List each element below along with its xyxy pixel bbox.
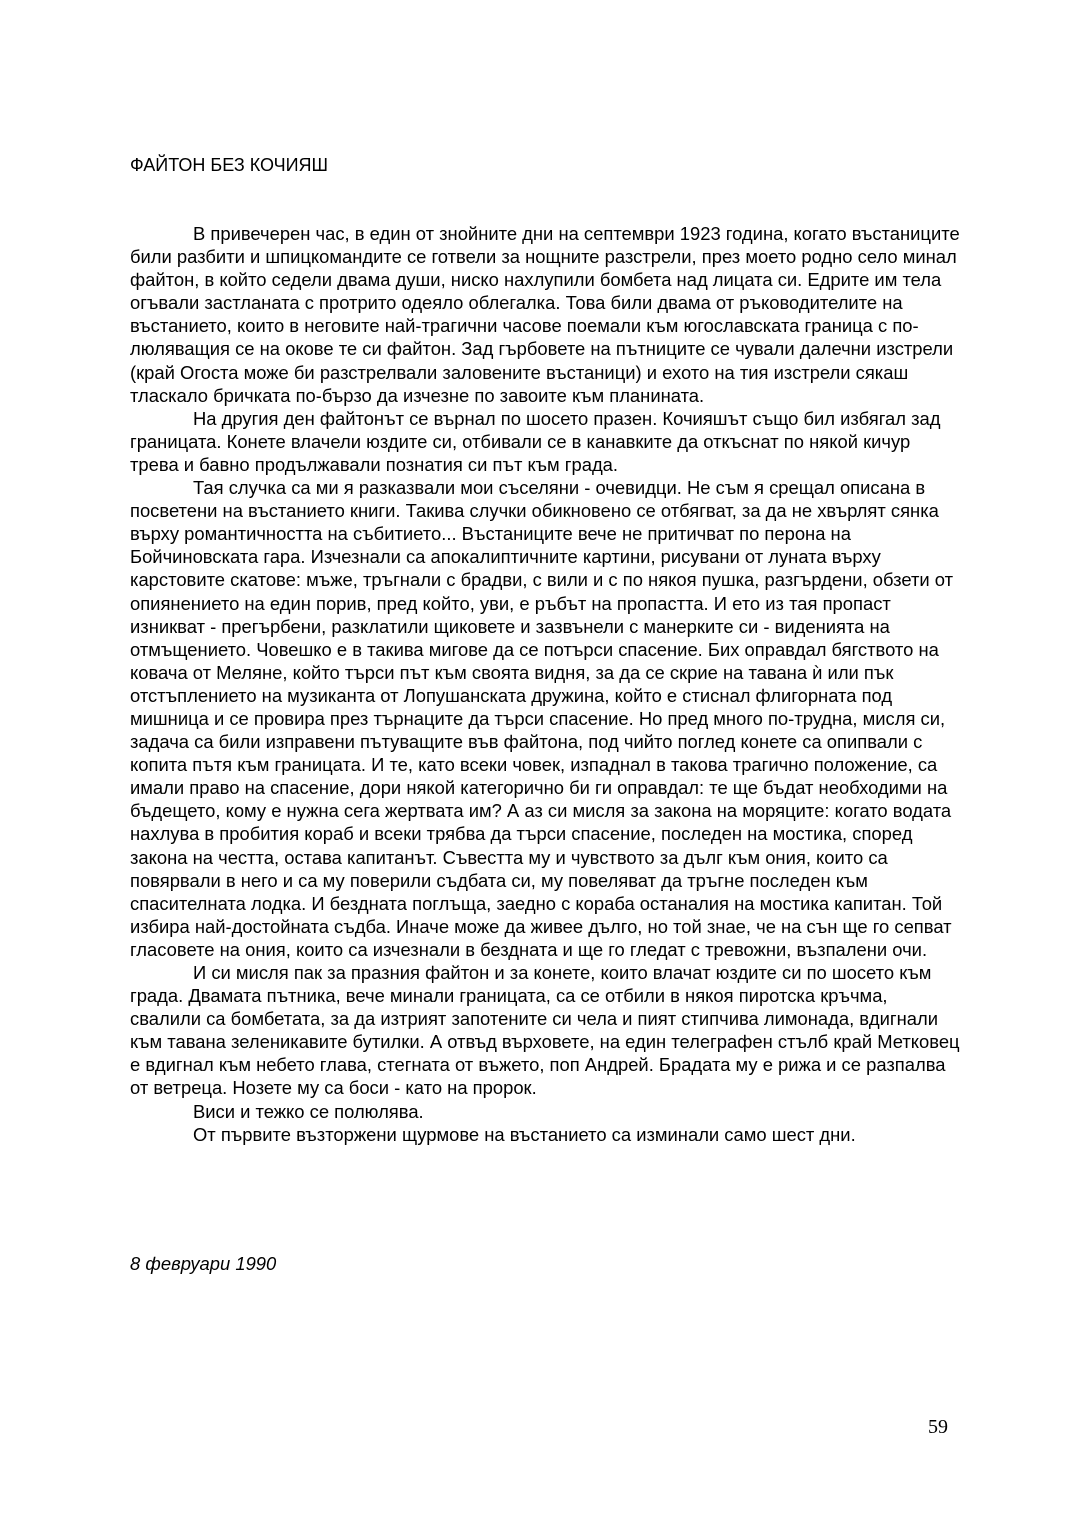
paragraph-5: Виси и тежко се полюлява. [193,1100,424,1122]
paragraph-6: От първите възторжени щурмове на въстанието са изминали само шест дни. [193,1123,856,1145]
paragraph-4: И си мисля пак за празния файтон и за конете, които влачат юздите си по шосето към града. Двамата пътника, вече минали границата, са се отбили в някоя пиротска кръчма, свалили са бомбетата, за да изтрият запотените си чела и пият стипчива лимонада, вдигнали към тавана зеленикавите бутилки. А отвъд върховете, на един телеграфен стълб край Метковец е вдигнал към небето глава, стегната от въжето, поп Андрей. Брадата му е рижа и се разпалва от ветреца. Нозете му са боси - като на пророк. [130,962,960,1099]
story-date: 8 февруари 1990 [130,1253,277,1274]
paragraph-2: На другия ден файтонът се върнал по шосето празен. Кочияшът също бил избягал зад границата. Конете влачели юздите си, отбивали се в канавките да откъснат по някой кичур трева и бавно продължавали познатия си път към града. [130,407,941,475]
page-number: 59 [928,1416,948,1438]
story-body [130,222,960,1146]
story-title: ФАЙТОН БЕЗ КОЧИЯШ [130,155,329,175]
paragraph-3: Тая случка са ми я разказвали мои съселяни - очевидци. Не съм я срещал описана в посветени на въстанието книги. Такива случки обикновено се отбягват, за да не хвърлят сянка върху романтичността на събитието... Въстаниците вече не притичват по перона на Бойчиновската гара. Изчезнали са апокалиптичните картини, рисувани от луната върху карстовите скатове: мъже, тръгнали с брадви, с вили и с по някоя пушка, разгърдени, обзети от опиянението на един порив, пред който, уви, е ръбът на пропастта. И ето из тая пропаст изникват - прегърбени, разклатили щиковете и зазвънели с манерките си - виденията на отмъщението. Човешко е в такива мигове да се потърси спасение. Бих оправдал бягството на ковача от Меляне, който търси път към своята видня, за да се скрие на тавана ѝ или пък отстъплението на музиканта от Лопушанската дружина, който е стиснал флигорната под мишница и се провира през търнаците да търси спасение. Но пред много по-трудна, мисля си, задача са били изправени пътуващите във файтона, под чийто поглед конете са опипвали с копита пътя към границата. И те, като всеки човек, изпаднал в такова трагично положение, са имали право на спасение, дори някой категорично би ги оправдал: те ще бъдат необходими на бъдещето, кому е нужна сега жертвата им? А аз си мисля за закона на моряците: когато водата нахлува в пробития кораб и всеки трябва да търси спасение, последен на мостика, според закона на честта, остава капитанът. Съвестта му и чувството за дълг към ония, които са повярвали в него и са му поверили съдбата си, му повеляват да тръгне последен към спасителната лодка. И бездната поглъща, заедно с кораба останалия на мостика капитан. Той избира най-достойната съдба. Иначе може да живее дълго, но той знае, че на сън ще го сепват гласовете на ония, които са изчезнали в бездната и ще го гледат с тревожни, възпалени очи. [130,477,954,960]
paragraph-1: В привечерен час, в един от знойните дни на септември 1923 година, когато въстаниците били разбити и шпицкомандите се готвели за нощните разстрели, през моето родно село минал файтон, в който седели двама души, ниско нахлупили бомбета над лицата си. Едрите им тела огъвали застланата с протрито одеяло облегалка. Това били двама от ръководителите на въстанието, които в неговите най-трагични часове поемали към югославската граница с по-люляващия се на окове те си файтон. Зад гърбовете на пътниците се чували далечни изстрели (край Огоста може би разстрелвали заловените въстаници) и ехото на тия изстрели сякаш тласкало бричката по-бързо да изчезне по завоите към планината. [130,223,960,406]
